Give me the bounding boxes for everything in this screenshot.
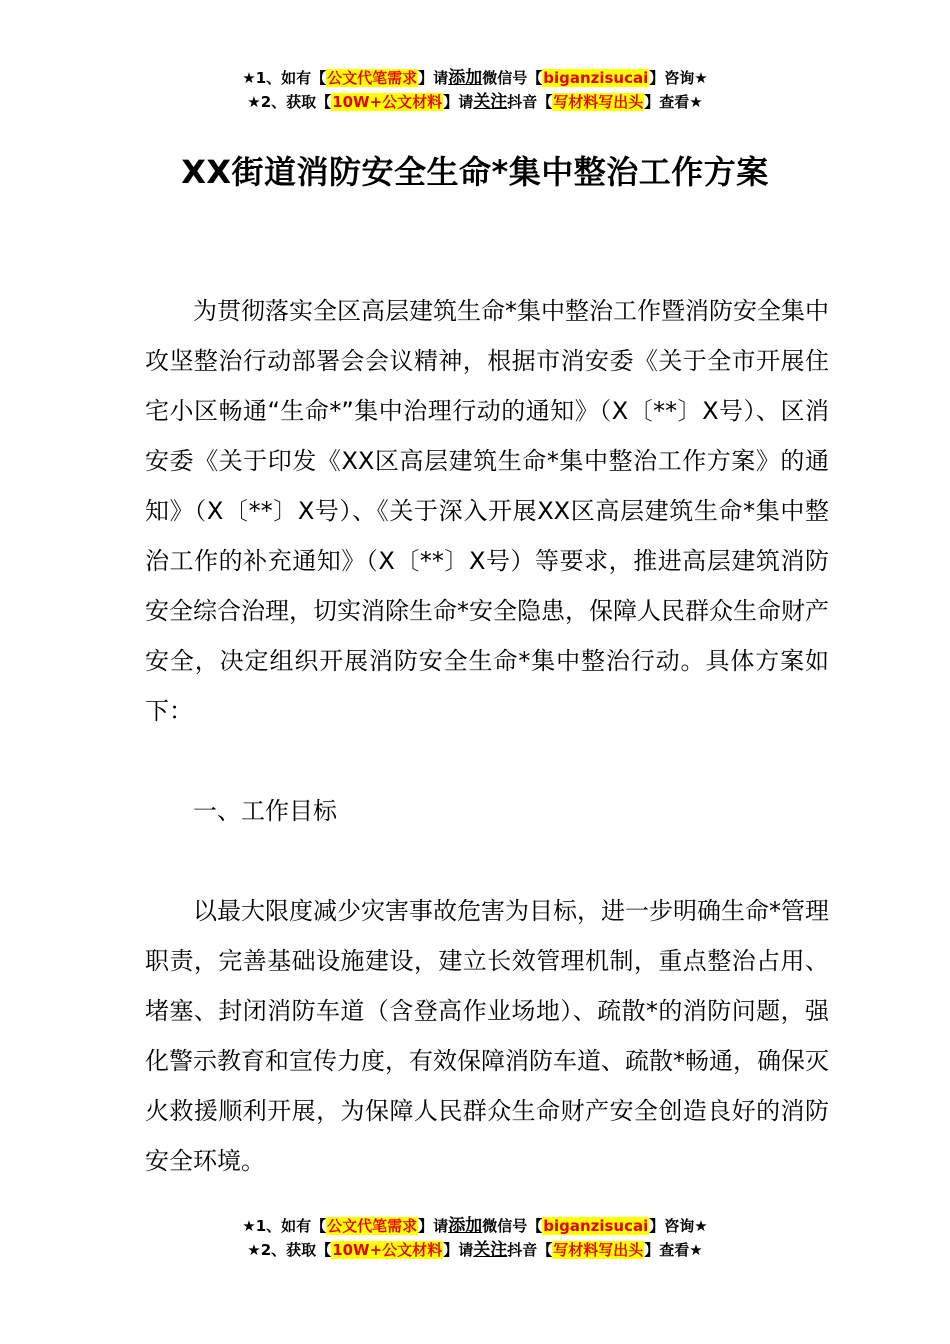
highlight-ghostwriting: 公文代笔需求 <box>327 69 418 87</box>
section-heading-goals: 一、工作目标 <box>193 797 337 825</box>
banner-line-2: ★2、获取【10W+公文材料】请关注抖音【写材料写出头】查看★ <box>247 92 703 112</box>
footer-banner <box>0 1214 950 1262</box>
header-banner <box>0 66 950 114</box>
highlight-wechat-id: biganzisucai <box>543 69 649 87</box>
document-body <box>145 286 829 1186</box>
document-title: XX街道消防安全生命*集中整治工作方案 <box>181 153 769 191</box>
goals-paragraph: 以最大限度减少灾害事故危害为目标，进一步明确生命*管理职责，完善基础设施建设，建立长效管理机制，重点整治占用、堵塞、封闭消防车道（含登高作业场地）、疏散*的消防问题，强化警示教育和宣传力度，有效保障消防车道、疏散*畅通，确保灭火救援顺利开展，为保障人民群众生命财产安全创造良好的消防安全环境。 <box>145 897 829 1175</box>
highlight-douyin: 写材料写出头 <box>553 93 644 111</box>
highlight-materials: 10W+公文材料 <box>332 1241 443 1259</box>
banner-line-1: ★1、如有【公文代笔需求】请添加微信号【biganzisucai】咨询★ <box>242 68 708 88</box>
highlight-ghostwriting: 公文代笔需求 <box>327 1217 418 1235</box>
highlight-douyin: 写材料写出头 <box>553 1241 644 1259</box>
banner-line-2: ★2、获取【10W+公文材料】请关注抖音【写材料写出头】查看★ <box>247 1240 703 1260</box>
highlight-wechat-id: biganzisucai <box>543 1217 649 1235</box>
highlight-materials: 10W+公文材料 <box>332 93 443 111</box>
intro-paragraph: 为贯彻落实全区高层建筑生命*集中整治工作暨消防安全集中攻坚整治行动部署会会议精神，根据市消安委《关于全市开展住宅小区畅通“生命*”集中治理行动的通知》（X〔**〕X号）、区消安委《关于印发《XX区高层建筑生命*集中整治工作方案》的通知》（X〔**〕X号）、《关于深入开展XX区高层建筑生命*集中整治工作的补充通知》（X〔**〕X号）等要求，推进高层建筑消防安全综合治理，切实消除生命*安全隐患，保障人民群众生命财产安全，决定组织开展消防安全生命*集中整治行动。具体方案如下： <box>145 297 829 725</box>
banner-line-1: ★1、如有【公文代笔需求】请添加微信号【biganzisucai】咨询★ <box>242 1216 708 1236</box>
